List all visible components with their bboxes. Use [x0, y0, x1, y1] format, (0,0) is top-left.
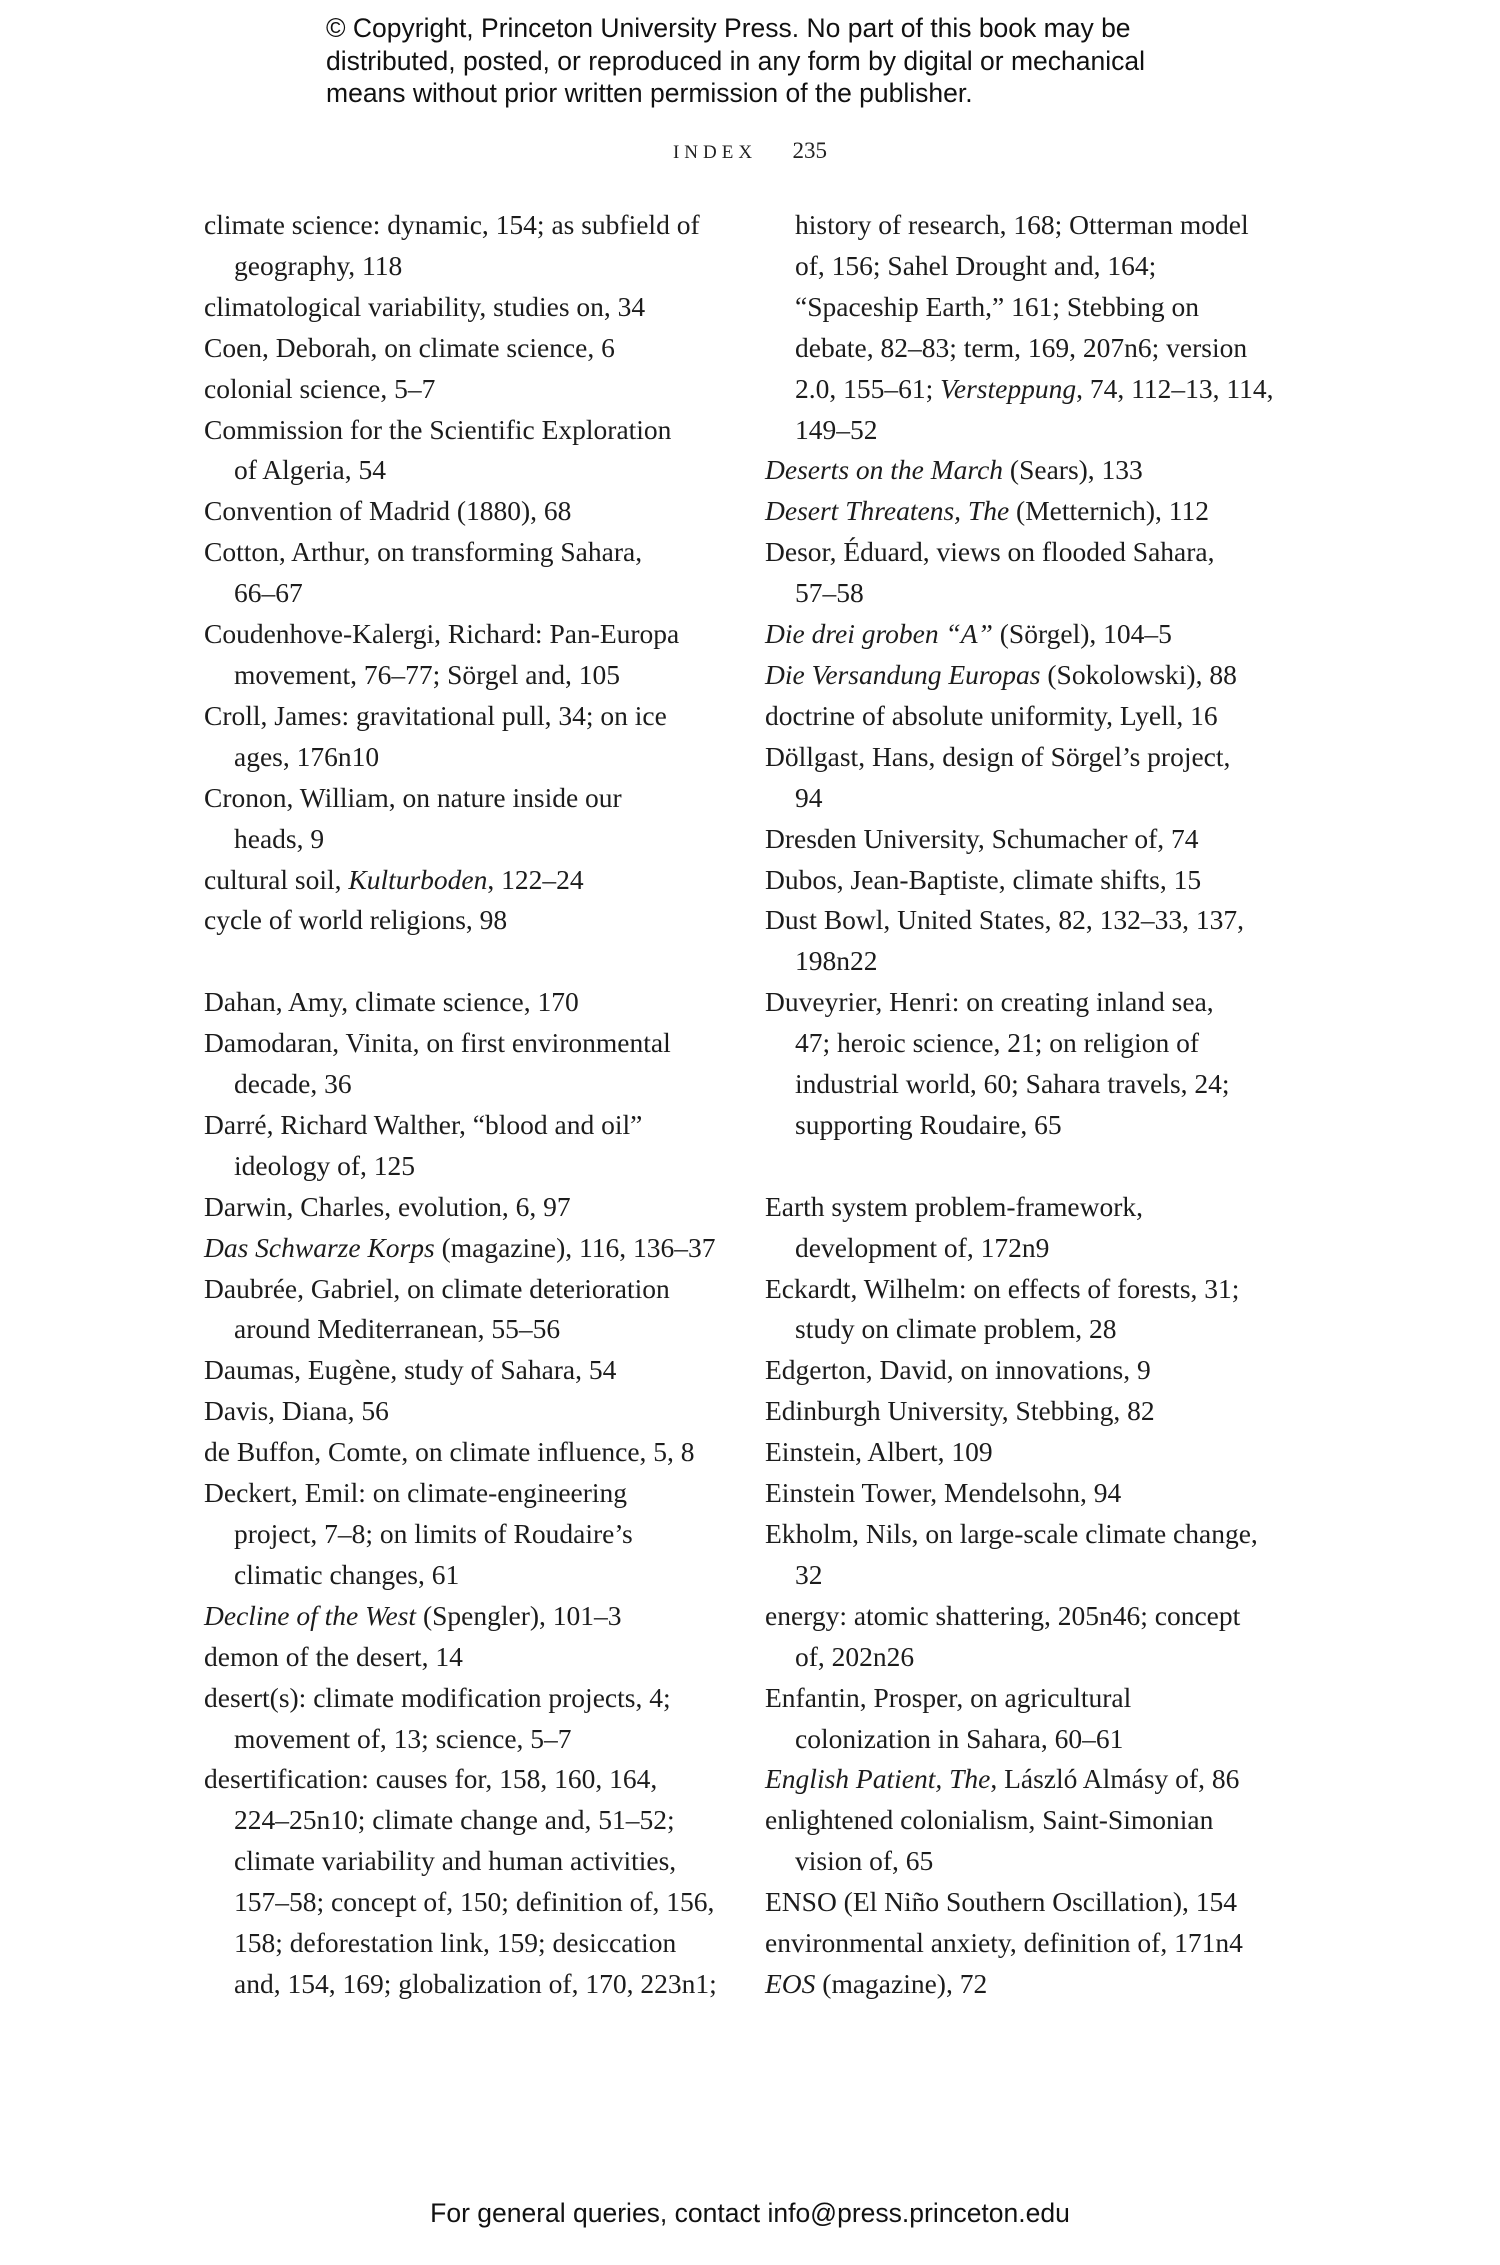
copyright-notice	[326, 12, 1226, 110]
entry-heading-line	[204, 532, 749, 573]
entry-heading-line	[765, 1350, 1345, 1391]
index-column-right	[765, 205, 1345, 2005]
entry-heading-line	[765, 1391, 1345, 1432]
entry-continuation-line	[765, 287, 1345, 328]
entry-heading-line	[204, 1678, 749, 1719]
italic-title: Decline of the West	[204, 1599, 417, 1631]
entry-continuation-line	[765, 1309, 1345, 1350]
entry-heading-line	[204, 1391, 749, 1432]
entry-text: cultural soil,	[204, 863, 349, 895]
entry-continuation-line	[765, 1719, 1345, 1760]
copyright-line: means without prior written permission of the publisher.	[326, 78, 973, 108]
entry-heading-line	[204, 1596, 749, 1637]
entry-text: movement of, 13; science, 5–7	[234, 1722, 572, 1754]
index-entry	[765, 737, 1345, 819]
entry-text: , 74, 112–13, 114,	[1076, 372, 1274, 404]
entry-heading-line	[204, 491, 749, 532]
entry-continuation-line	[765, 369, 1345, 410]
index-entry	[765, 696, 1345, 737]
entry-text: history of research, 168; Otterman model	[795, 209, 1249, 240]
italic-title: Desert Threatens, The	[765, 495, 1010, 527]
entry-text: (Sörgel), 104–5	[992, 618, 1172, 650]
entry-text: , László Almásy of, 86	[990, 1763, 1240, 1795]
index-entry	[204, 982, 749, 1023]
entry-text: Darwin, Charles, evolution, 6, 97	[204, 1190, 571, 1222]
footer-contact: For general queries, contact info@press.princeton.edu	[430, 2198, 1070, 2228]
entry-text: decade, 36	[234, 1068, 352, 1100]
index-entry	[765, 1759, 1345, 1800]
entry-continuation-line	[765, 246, 1345, 287]
index-entry	[204, 1105, 749, 1187]
entry-text: 224–25n10; climate change and, 51–52;	[234, 1804, 675, 1836]
entry-heading-line	[204, 1432, 749, 1473]
copyright-line: distributed, posted, or reproduced in any form by digital or mechanical	[326, 45, 1145, 76]
entry-text: and, 154, 169; globalization of, 170, 223n1;	[234, 1967, 717, 1999]
entry-text: , 122–24	[487, 863, 584, 895]
index-entry	[204, 1187, 749, 1228]
index-entry	[204, 1350, 749, 1391]
italic-title: Das Schwarze Korps	[204, 1231, 435, 1263]
index-entry	[204, 287, 749, 328]
entry-heading-line	[204, 1637, 749, 1678]
entry-text: vision of, 65	[795, 1845, 934, 1877]
entry-text: Döllgast, Hans, design of Sörgel’s project,	[765, 740, 1231, 772]
entry-continuation-line	[204, 1800, 749, 1841]
entry-heading-line	[204, 778, 749, 819]
entry-heading-line	[204, 696, 749, 737]
letter-section-gap	[204, 941, 749, 982]
entry-continuation-line	[204, 1514, 749, 1555]
entry-text: environmental anxiety, definition of, 171n4	[765, 1927, 1243, 1959]
index-column-left	[204, 205, 749, 2005]
index-entry	[765, 1269, 1345, 1351]
index-entry	[765, 1678, 1345, 1760]
entry-text: ENSO (El Niño Southern Oscillation), 154	[765, 1886, 1238, 1918]
entry-text: demon of the desert, 14	[204, 1640, 463, 1672]
entry-continuation-line	[765, 1023, 1345, 1064]
entry-text: climate science: dynamic, 154; as subfield of	[204, 209, 700, 240]
entry-text: study on climate problem, 28	[795, 1313, 1117, 1345]
italic-title: English Patient, The	[765, 1763, 991, 1795]
entry-text: 149–52	[795, 413, 878, 445]
entry-continuation-line	[765, 205, 1345, 246]
entry-heading-line	[204, 1105, 749, 1146]
entry-heading-line	[204, 328, 749, 369]
entry-heading-line	[765, 1473, 1345, 1514]
entry-continuation-line	[204, 1146, 749, 1187]
entry-text: Commission for the Scientific Exploration	[204, 413, 672, 445]
entry-continuation-line	[765, 1841, 1345, 1882]
index-entry	[765, 1964, 1345, 2005]
entry-text: doctrine of absolute uniformity, Lyell, 16	[765, 699, 1218, 731]
index-entry	[204, 614, 749, 696]
entry-continuation-line	[204, 1064, 749, 1105]
entry-text: Dust Bowl, United States, 82, 132–33, 137,	[765, 904, 1244, 936]
entry-text: cycle of world religions, 98	[204, 904, 508, 936]
index-entry	[765, 655, 1345, 696]
entry-continuation-line	[765, 1105, 1345, 1146]
index-entry	[765, 1596, 1345, 1678]
entry-continuation-line	[204, 1555, 749, 1596]
entry-text: Ekholm, Nils, on large-scale climate change,	[765, 1517, 1258, 1549]
entry-text: 66–67	[234, 577, 303, 609]
entry-text: (Sears), 133	[1003, 454, 1143, 486]
entry-heading-line	[765, 819, 1345, 860]
entry-heading-line	[204, 900, 749, 941]
entry-text: “Spaceship Earth,” 161; Stebbing on	[795, 290, 1200, 322]
entry-text: movement, 76–77; Sörgel and, 105	[234, 658, 620, 690]
entry-text: Earth system problem-framework,	[765, 1190, 1144, 1222]
entry-heading-line	[204, 1269, 749, 1310]
index-entry	[765, 1350, 1345, 1391]
entry-text: Dubos, Jean-Baptiste, climate shifts, 15	[765, 863, 1202, 895]
entry-text: desertification: causes for, 158, 160, 164,	[204, 1763, 658, 1795]
index-entry	[204, 1228, 749, 1269]
entry-heading-line	[765, 696, 1345, 737]
entry-continuation-line	[765, 573, 1345, 614]
entry-text: 158; deforestation link, 159; desiccation	[234, 1927, 677, 1959]
entry-heading-line	[765, 1882, 1345, 1923]
entry-text: (Sokolowski), 88	[1040, 658, 1237, 690]
entry-text: Coudenhove-Kalergi, Richard: Pan-Europa	[204, 618, 680, 650]
entry-continuation-line	[204, 819, 749, 860]
entry-heading-line	[765, 1514, 1345, 1555]
index-entry	[765, 614, 1345, 655]
entry-text: Cotton, Arthur, on transforming Sahara,	[204, 536, 643, 568]
entry-text: de Buffon, Comte, on climate influence, 5, 8	[204, 1436, 695, 1468]
entry-text: climatological variability, studies on, 34	[204, 290, 646, 322]
italic-title: Die Versandung Europas	[765, 658, 1041, 690]
entry-continuation-line	[204, 1841, 749, 1882]
entry-text: of, 156; Sahel Drought and, 164;	[795, 249, 1157, 281]
entry-text: Croll, James: gravitational pull, 34; on ice	[204, 699, 667, 731]
index-entry	[204, 1759, 749, 2004]
index-entry	[765, 1882, 1345, 1923]
entry-text: Einstein Tower, Mendelsohn, 94	[765, 1477, 1122, 1509]
entry-heading-line	[765, 1964, 1345, 2005]
letter-section-gap	[765, 1146, 1345, 1187]
entry-heading-line	[765, 1432, 1345, 1473]
entry-text: Desor, Éduard, views on flooded Sahara,	[765, 536, 1215, 568]
entry-text: ideology of, 125	[234, 1149, 416, 1181]
index-entry	[765, 1800, 1345, 1882]
entry-text: Eckardt, Wilhelm: on effects of forests, 31;	[765, 1272, 1240, 1304]
entry-heading-line	[765, 614, 1345, 655]
entry-continuation-line	[204, 1309, 749, 1350]
entry-text: (magazine), 72	[815, 1967, 988, 1999]
entry-text: 94	[795, 781, 823, 813]
entry-text: colonization in Sahara, 60–61	[795, 1722, 1124, 1754]
index-entry	[204, 532, 749, 614]
index-entry	[765, 450, 1345, 491]
entry-continuation-line	[204, 1923, 749, 1964]
entry-text: Darré, Richard Walther, “blood and oil”	[204, 1108, 643, 1140]
entry-continuation-line	[765, 328, 1345, 369]
running-head-label: INDEX	[672, 142, 758, 163]
entry-heading-line	[204, 1228, 749, 1269]
index-entry	[765, 1473, 1345, 1514]
index-entry	[204, 205, 749, 287]
entry-text: Einstein, Albert, 109	[765, 1436, 993, 1468]
index-entry	[765, 1391, 1345, 1432]
entry-text: heads, 9	[234, 822, 325, 854]
italic-title: Kulturboden	[348, 863, 488, 895]
entry-text: Dahan, Amy, climate science, 170	[204, 986, 579, 1018]
index-entry	[765, 532, 1345, 614]
italic-title: Versteppung	[940, 372, 1077, 404]
index-entry	[765, 1514, 1345, 1596]
entry-heading-line	[204, 1187, 749, 1228]
entry-text: Damodaran, Vinita, on first environmental	[204, 1027, 671, 1059]
index-entry	[204, 696, 749, 778]
entry-heading-line	[765, 532, 1345, 573]
index-entry	[204, 1391, 749, 1432]
index-entry	[204, 491, 749, 532]
entry-text: Davis, Diana, 56	[204, 1395, 389, 1427]
index-entry	[765, 1432, 1345, 1473]
entry-heading-line	[765, 450, 1345, 491]
entry-heading-line	[765, 491, 1345, 532]
index-entry	[204, 1678, 749, 1760]
index-entry	[765, 982, 1345, 1146]
entry-text: (magazine), 116, 136–37	[434, 1231, 716, 1263]
entry-heading-line	[765, 1800, 1345, 1841]
index-entry	[765, 1187, 1345, 1269]
index-entry	[204, 900, 749, 941]
entry-continuation-line	[204, 1964, 749, 2005]
entry-heading-line	[765, 900, 1345, 941]
entry-heading-line	[204, 860, 749, 901]
entry-text: project, 7–8; on limits of Roudaire’s	[234, 1517, 633, 1549]
entry-text: energy: atomic shattering, 205n46; concept	[765, 1599, 1241, 1631]
index-entry	[204, 860, 749, 901]
entry-heading-line	[204, 614, 749, 655]
entry-text: industrial world, 60; Sahara travels, 24;	[795, 1068, 1230, 1100]
entry-continuation-line	[765, 778, 1345, 819]
entry-heading-line	[765, 1759, 1345, 1800]
italic-title: Deserts on the March	[765, 454, 1004, 486]
entry-heading-line	[204, 1350, 749, 1391]
entry-heading-line	[204, 410, 749, 451]
entry-continuation-line	[204, 737, 749, 778]
entry-text: 198n22	[795, 945, 878, 977]
index-entry	[204, 1596, 749, 1637]
entry-text: Dresden University, Schumacher of, 74	[765, 822, 1199, 854]
entry-text: debate, 82–83; term, 169, 207n6; version	[795, 331, 1248, 363]
entry-text: of, 202n26	[795, 1640, 915, 1672]
entry-text: (Metternich), 112	[1009, 495, 1209, 527]
entry-text: colonial science, 5–7	[204, 372, 436, 404]
entry-heading-line	[765, 655, 1345, 696]
index-entry	[204, 1023, 749, 1105]
index-entry	[204, 1473, 749, 1596]
entry-text: 47; heroic science, 21; on religion of	[795, 1027, 1199, 1059]
entry-text: Edinburgh University, Stebbing, 82	[765, 1395, 1155, 1427]
entry-heading-line	[765, 1596, 1345, 1637]
entry-text: climatic changes, 61	[234, 1558, 460, 1590]
index-entry	[765, 491, 1345, 532]
entry-text: (Spengler), 101–3	[416, 1599, 622, 1631]
entry-continuation-line	[204, 450, 749, 491]
entry-text: enlightened colonialism, Saint-Simonian	[765, 1804, 1214, 1836]
entry-text: Duveyrier, Henri: on creating inland sea,	[765, 986, 1214, 1018]
entry-heading-line	[765, 982, 1345, 1023]
entry-continuation-line	[204, 246, 749, 287]
entry-text: supporting Roudaire, 65	[795, 1108, 1062, 1140]
entry-heading-line	[204, 369, 749, 410]
entry-continuation-line	[765, 410, 1345, 451]
entry-heading-line	[765, 1269, 1345, 1310]
entry-heading-line	[765, 1923, 1345, 1964]
entry-heading-line	[204, 982, 749, 1023]
entry-text: ages, 176n10	[234, 740, 380, 772]
entry-continuation-line	[765, 1064, 1345, 1105]
index-entry	[204, 1432, 749, 1473]
entry-text: 2.0, 155–61;	[795, 372, 941, 404]
entry-continuation-line	[204, 1719, 749, 1760]
entry-text: development of, 172n9	[795, 1231, 1050, 1263]
copyright-line: © Copyright, Princeton University Press. No part of this book may be	[326, 13, 1131, 43]
entry-heading-line	[765, 1678, 1345, 1719]
entry-heading-line	[204, 1023, 749, 1064]
entry-text: Enfantin, Prosper, on agricultural	[765, 1681, 1132, 1713]
entry-heading-line	[765, 1187, 1345, 1228]
entry-text: Convention of Madrid (1880), 68	[204, 495, 572, 527]
entry-text: Cronon, William, on nature inside our	[204, 781, 622, 813]
index-entry	[204, 778, 749, 860]
entry-text: around Mediterranean, 55–56	[234, 1313, 561, 1345]
entry-continuation-line	[765, 1637, 1345, 1678]
italic-title: Die drei groben “A”	[765, 618, 993, 650]
entry-text: 32	[795, 1558, 823, 1590]
entry-text: desert(s): climate modification projects, 4;	[204, 1681, 671, 1713]
entry-text: Coen, Deborah, on climate science, 6	[204, 331, 615, 363]
entry-continuation-line	[204, 573, 749, 614]
entry-continuation-line	[204, 1882, 749, 1923]
running-head	[0, 138, 1500, 164]
entry-text: climate variability and human activities,	[234, 1845, 677, 1877]
entry-heading-line	[765, 860, 1345, 901]
entry-text: 57–58	[795, 577, 864, 609]
entry-continuation-line	[204, 655, 749, 696]
entry-heading-line	[204, 1759, 749, 1800]
entry-text: of Algeria, 54	[234, 454, 386, 486]
entry-heading-line	[204, 1473, 749, 1514]
italic-title: EOS	[765, 1967, 816, 1999]
index-entry	[765, 860, 1345, 901]
entry-text: geography, 118	[234, 249, 403, 281]
entry-text: 157–58; concept of, 150; definition of, 156,	[234, 1886, 715, 1918]
index-entry	[204, 410, 749, 492]
page-number: 235	[792, 138, 828, 163]
index-entry	[204, 369, 749, 410]
entry-continuation-line	[765, 1228, 1345, 1269]
entry-text: Daumas, Eugène, study of Sahara, 54	[204, 1354, 617, 1386]
entry-continuation-line	[765, 1555, 1345, 1596]
entry-text: Edgerton, David, on innovations, 9	[765, 1354, 1151, 1386]
entry-text: Deckert, Emil: on climate-engineering	[204, 1477, 628, 1509]
entry-heading-line	[204, 287, 749, 328]
index-entry	[204, 1269, 749, 1351]
entry-continuation-line	[765, 941, 1345, 982]
entry-heading-line	[204, 205, 749, 246]
entry-text: Daubrée, Gabriel, on climate deterioration	[204, 1272, 670, 1304]
index-entry	[765, 900, 1345, 982]
index-entry	[765, 1923, 1345, 1964]
index-entry-continued	[765, 205, 1345, 450]
index-entry	[765, 819, 1345, 860]
index-entry	[204, 1637, 749, 1678]
index-entry	[204, 328, 749, 369]
entry-heading-line	[765, 737, 1345, 778]
